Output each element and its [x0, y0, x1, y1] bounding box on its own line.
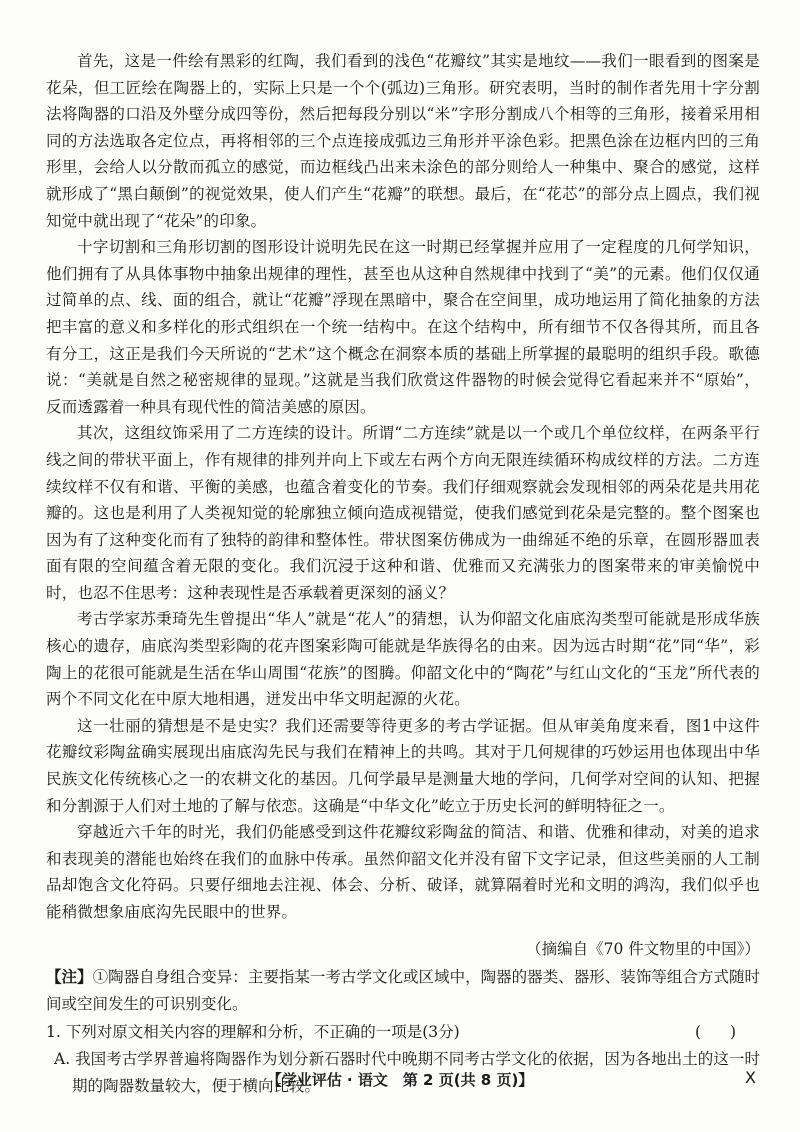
page-footer: 【学业评估 · 语文 第 2 页(共 8 页)】: [266, 1071, 534, 1089]
question-stem: 1. 下列对原文相关内容的理解和分析，不正确的一项是(3分): [46, 1023, 460, 1042]
version-mark: X: [745, 1068, 756, 1087]
footnote-text: ①陶器自身组合变异：主要指某一考古学文化或区域中，陶器的器类、器形、装饰等组合方式随时间或空间发生的可识别变化。: [46, 968, 760, 1013]
article-paragraph-6: 穿越近六千年的时光，我们仍能感受到这件花瓣纹彩陶盆的简洁、和谐、优雅和律动，对美的追求和表现美的潜能也始终在我们的血脉中传承。虽然仰韶文化并没有留下文字记录，但这些美丽的人工制品却饱含文化符码。只要仔细地去注视、体会、分析、破译，就算隔着时光和文明的鸿沟，我们似乎也能稍微想象庙底沟先民眼中的世界。: [46, 823, 760, 921]
article-source: （摘编自《70 件文物里的中国》）: [526, 939, 760, 958]
article-paragraph-1: 首先，这是一件绘有黑彩的红陶，我们看到的浅色“花瓣纹”其实是地纹——我们一眼看到的图案是花朵，但工匠绘在陶器上的，实际上只是一个个(弧边)三角形。研究表明，当时的制作者先用十字分割法将陶器的口沿及外壁分成四等份，然后把每段分别以“米”字形分割成八个相等的三角形，接着采用相同的方法选取各定位点，再将相邻的三个点连接成弧边三角形并平涂色彩。把黑色涂在边框内凹的三角形里，会给人以分散而孤立的感觉，而边框线凸出来未涂色的部分则给人一种集中、聚合的感觉，这样就形成了“黑白颠倒”的视觉效果，使人们产生“花瓣”的联想。最后，在“花芯”的部分点上圆点，我们视知觉中就出现了“花朵”的印象。: [46, 52, 760, 230]
answer-blank[interactable]: ( ): [694, 1023, 748, 1042]
article: [46, 48, 760, 926]
question-1: [46, 1019, 760, 1046]
question-option-a: A. 我国考古学界普遍将陶器作为划分新石器时代中晚期不同考古学文化的依据，因为各地出土的这一时期的陶器数量较大，便于横向比较。: [54, 1049, 760, 1095]
footnote-label: 【注】: [46, 967, 93, 987]
article-paragraph-4: 考古学家苏秉琦先生曾提出“华人”就是“花人”的猜想，认为仰韶文化庙底沟类型可能就是形成华族核心的遗存，庙底沟类型彩陶的花卉图案彩陶可能就是华族得名的由来。因为远古时期“花”同“华”，彩陶上的花很可能就是生活在华山周围“花族”的图腾。仰韶文化中的“陶花”与红山文化的“玉龙”所代表的两个不同文化在中原大地相遇，迸发出中华文明起源的火花。: [46, 610, 760, 709]
article-paragraph-2: 十字切割和三角形切割的图形设计说明先民在这一时期已经掌握并应用了一定程度的几何学知识，他们拥有了从具体事物中抽象出规律的理性，甚至也从这种自然规律中找到了“美”的元素。他们仅仅通过简单的点、线、面的组合，就让“花瓣”浮现在黑暗中，聚合在空间里，成功地运用了简化抽象的方法把丰富的意义和多样化的形式组织在一个统一结构中。在这个结构中，所有细节不仅各得其所，而且各有分工，这正是我们今天所说的“艺术”这个概念在洞察本质的基础上所掌握的最聪明的组织手段。歌德说：“美就是自然之秘密规律的显现。”这就是当我们欣赏这件器物的时候会觉得它看起来并不“原始”，反而透露着一种具有现代性的简洁美感的原因。: [46, 238, 760, 416]
article-paragraph-5: 这一壮丽的猜想是不是史实？我们还需要等待更多的考古学证据。但从审美角度来看，图1中这件花瓣纹彩陶盆确实展现出庙底沟先民与我们在精神上的共鸣。其对于几何规律的巧妙运用也体现出中华民族文化传统核心之一的农耕文化的基因。几何学最早是测量大地的学问，几何学对空间的认知、把握和分割源于人们对土地的了解与依恋。这确是“中华文化”屹立于历史长河的鲜明特征之一。: [46, 716, 760, 815]
article-paragraph-3: 其次，这组纹饰采用了二方连续的设计。所谓“二方连续”就是以一个或几个单位纹样，在两条平行线之间的带状平面上，作有规律的排列并向上下或左右两个方向无限连续循环构成纹样的方法。二方连续纹样不仅有和谐、平衡的美感，也蕴含着变化的节奏。我们仔细观察就会发现相邻的两朵花是共用花瓣的。这也是利用了人类视知觉的轮廓独立倾向造成视错觉，使我们感觉到花朵是完整的。整个图案也因为有了这种变化而有了独特的韵律和整体性。带状图案仿佛成为一曲绵延不绝的乐章，在圆形器皿表面有限的空间蕴含着无限的变化。我们沉浸于这种和谐、优雅而又充满张力的图案带来的审美愉悦中时，也忍不住思考：这种表现性是否承载着更深刻的涵义？: [46, 424, 760, 602]
footnote: [46, 964, 760, 1017]
exam-page: [46, 48, 760, 1099]
